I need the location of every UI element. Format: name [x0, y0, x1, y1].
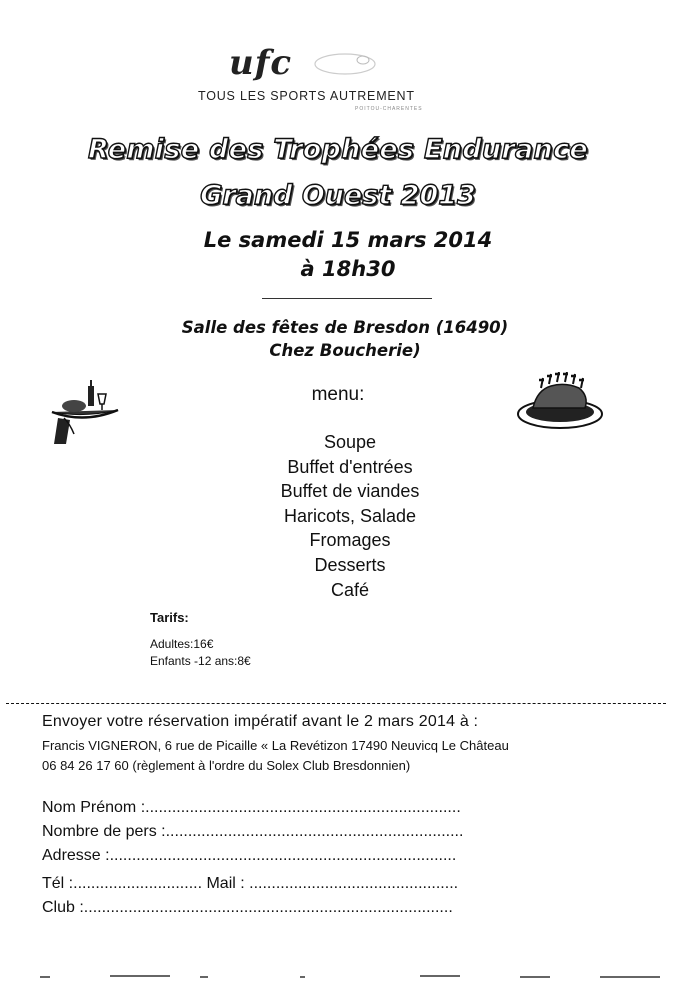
scan-edge-artifact: [0, 968, 693, 976]
menu-item: Haricots, Salade: [283, 505, 417, 526]
form-field-people-count[interactable]: Nombre de pers :...................................................................: [42, 823, 464, 840]
venue-line2: Chez Boucherie): [269, 341, 421, 360]
form-field-address[interactable]: Adresse :..............................................................................: [42, 847, 457, 864]
menu-item: Desserts: [314, 554, 386, 575]
logo-tagline: TOUS LES SPORTS AUTREMENT: [198, 89, 415, 103]
menu-item: Soupe: [323, 432, 377, 452]
divider-rule: [262, 298, 432, 299]
event-time: à 18h30: [300, 257, 396, 281]
reservation-address: Francis VIGNERON, 6 rue de Picaille « La Revétizon 17490 Neuvicq Le Château: [42, 738, 509, 753]
form-field-name[interactable]: Nom Prénom :.......................................................................: [42, 799, 461, 816]
tarif-children: Enfants -12 ans:8€: [150, 654, 251, 668]
menu-item: Café: [330, 579, 370, 600]
waiter-with-tray-icon: [44, 372, 124, 444]
reservation-instruction: Envoyer votre réservation impératif avant le 2 mars 2014 à :: [42, 713, 479, 730]
event-title-line1: Remise des Trophées Endurance: [88, 134, 588, 165]
ufc-logo: [225, 40, 395, 85]
logo-region: POITOU-CHARENTES: [355, 106, 423, 112]
tarifs-heading: Tarifs:: [150, 610, 189, 625]
menu-list: [200, 430, 500, 602]
menu-item: Buffet d'entrées: [287, 456, 413, 477]
menu-item: Fromages: [309, 530, 391, 551]
roast-platter-icon: [515, 372, 605, 432]
menu-item: Buffet de viandes: [280, 481, 420, 502]
tarif-adults: Adultes:16€: [150, 637, 214, 651]
cut-line: [6, 703, 666, 704]
event-title-line2: Grand Ouest 2013: [200, 180, 476, 211]
form-field-tel-mail[interactable]: Tél :............................. Mail : ...............................................: [42, 875, 459, 892]
venue-line1: Salle des fêtes de Bresdon (16490): [181, 318, 509, 337]
reservation-phone: 06 84 26 17 60 (règlement à l'ordre du Solex Club Bresdonnien): [42, 758, 411, 773]
menu-label: menu:: [311, 384, 365, 405]
logo-wordmark: ufc: [229, 43, 293, 83]
form-field-club[interactable]: Club :...................................................................................: [42, 899, 453, 916]
event-date: Le samedi 15 mars 2014: [203, 228, 493, 252]
